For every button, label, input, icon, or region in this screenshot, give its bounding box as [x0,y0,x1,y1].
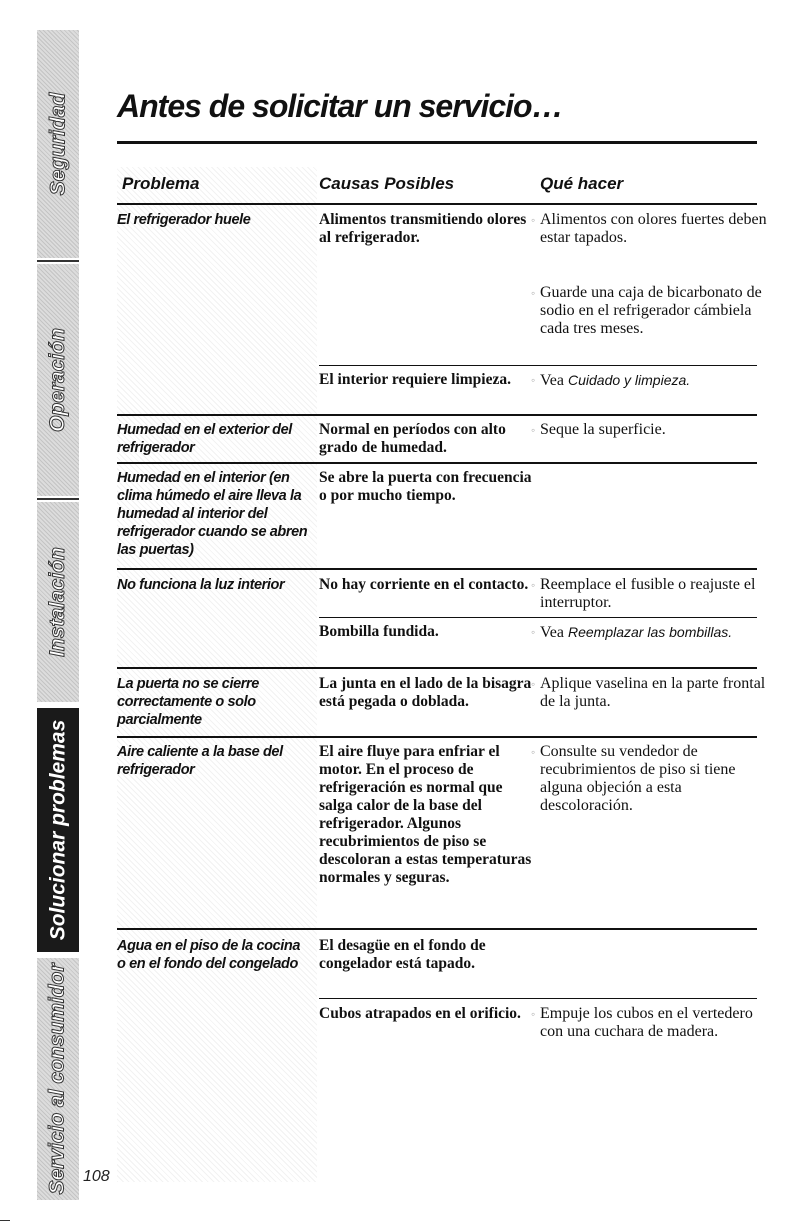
problem-text: Humedad en el interior (en clima húmedo el aire lleva la humedad al interior del refrigerador cuando se abren las puertas) [117,470,308,558]
bullet-icon: ◦ [531,625,536,639]
row-divider [319,998,757,999]
header-cause: Causas Posibles [319,174,455,193]
tab-label: Instalación [46,547,70,657]
action-text: Seque la superficie. [540,421,666,438]
section-sidebar [37,30,79,1200]
page-number: 108 [83,1168,110,1185]
action-text: Aplique vaselina en la parte frontal de la junta. [540,675,766,710]
cause-text: Normal en períodos con alto grado de humedad. [319,421,506,456]
action-text: Empuje los cubos en el vertedero con una cuchara de madera. [540,1005,753,1040]
action-item [531,421,772,439]
problem-text: Humedad en el exterior del refrigerador [117,422,292,456]
tab-solucionar-problemas[interactable] [37,708,79,952]
bullet-icon: ◦ [531,373,536,387]
action-text: Reemplace el fusible o reajuste el interruptor. [540,576,756,611]
cause-text: El interior requiere limpieza. [319,371,511,388]
tab-label: Solucionar problemas [46,719,69,941]
cause-text: Se abre la puerta con frecuencia o por mucho tiempo. [319,469,532,504]
cross-reference[interactable]: Cuidado y limpieza. [567,372,691,388]
action-text: Consulte su vendedor de recubrimientos de piso si tiene alguna objeción a esta descoloración. [540,743,736,814]
action-item [531,576,772,612]
cause-text: Cubos atrapados en el orificio. [319,1005,521,1022]
title-divider [117,141,757,144]
action-text: Guarde una caja de bicarbonato de sodio en el refrigerador cámbiela cada tres meses. [540,284,762,337]
bullet-icon: ◦ [531,745,536,759]
bullet-icon: ◦ [531,423,536,437]
bullet-icon: ◦ [531,286,536,300]
tab-label: Seguridad [46,92,69,196]
row-divider [117,928,757,930]
action-item [531,675,772,711]
problem-text: Aire caliente a la base del refrigerador [117,744,283,778]
tab-operacion[interactable] [37,264,79,496]
header-action: Qué hacer [540,174,624,193]
row-divider [319,617,757,618]
cause-text: Bombilla fundida. [319,623,439,640]
row-divider [117,462,757,464]
row-divider [117,736,757,738]
action-item [531,1005,772,1041]
cause-text: Alimentos transmitiendo olores al refrigerador. [319,211,527,246]
bullet-icon: ◦ [531,1007,536,1021]
row-divider [117,414,757,416]
row-divider [117,667,757,669]
problem-text: Agua en el piso de la cocina o en el fondo del congelado [117,938,300,972]
cause-text: El aire fluye para enfriar el motor. En el proceso de refrigeración es normal que salga calor de la base del refrigerador. Algunos recubrimientos de piso se descoloran a estas temperaturas normales y seguras. [319,743,532,886]
action-text: Alimentos con olores fuertes deben estar tapados. [540,211,767,246]
bullet-icon: ◦ [531,677,536,691]
cause-text: No hay corriente en el contacto. [319,576,529,593]
row-divider [319,365,757,366]
problem-text: La puerta no se cierre correctamente o solo parcialmente [117,676,259,728]
tab-label: Servicio al consumidor [46,963,70,1195]
action-item [531,623,772,642]
tab-instalacion[interactable] [37,502,79,702]
cause-text: El desagüe en el fondo de congelador está tapado. [319,937,486,972]
crop-mark [0,1220,10,1221]
tab-label: Operación [46,328,69,432]
action-text: Vea [540,624,568,641]
header-problem: Problema [122,174,200,193]
cross-reference[interactable]: Reemplazar las bombillas. [567,624,733,640]
action-item [531,211,772,247]
action-item [531,743,772,815]
action-item [531,371,772,390]
bullet-icon: ◦ [531,213,536,227]
row-divider [117,568,757,570]
action-item [531,284,772,338]
tab-divider [37,498,79,500]
tab-seguridad[interactable] [37,30,79,258]
cause-text: La junta en el lado de la bisagra está pegada o doblada. [319,675,532,710]
problem-text: No funciona la luz interior [117,577,285,593]
tab-servicio-consumidor[interactable] [37,958,79,1200]
action-text: Vea [540,372,568,389]
header-divider [117,203,757,205]
page-title: Antes de solicitar un servicio… [117,88,563,124]
bullet-icon: ◦ [531,578,536,592]
tab-divider [37,260,79,262]
problem-text: El refrigerador huele [117,212,251,228]
